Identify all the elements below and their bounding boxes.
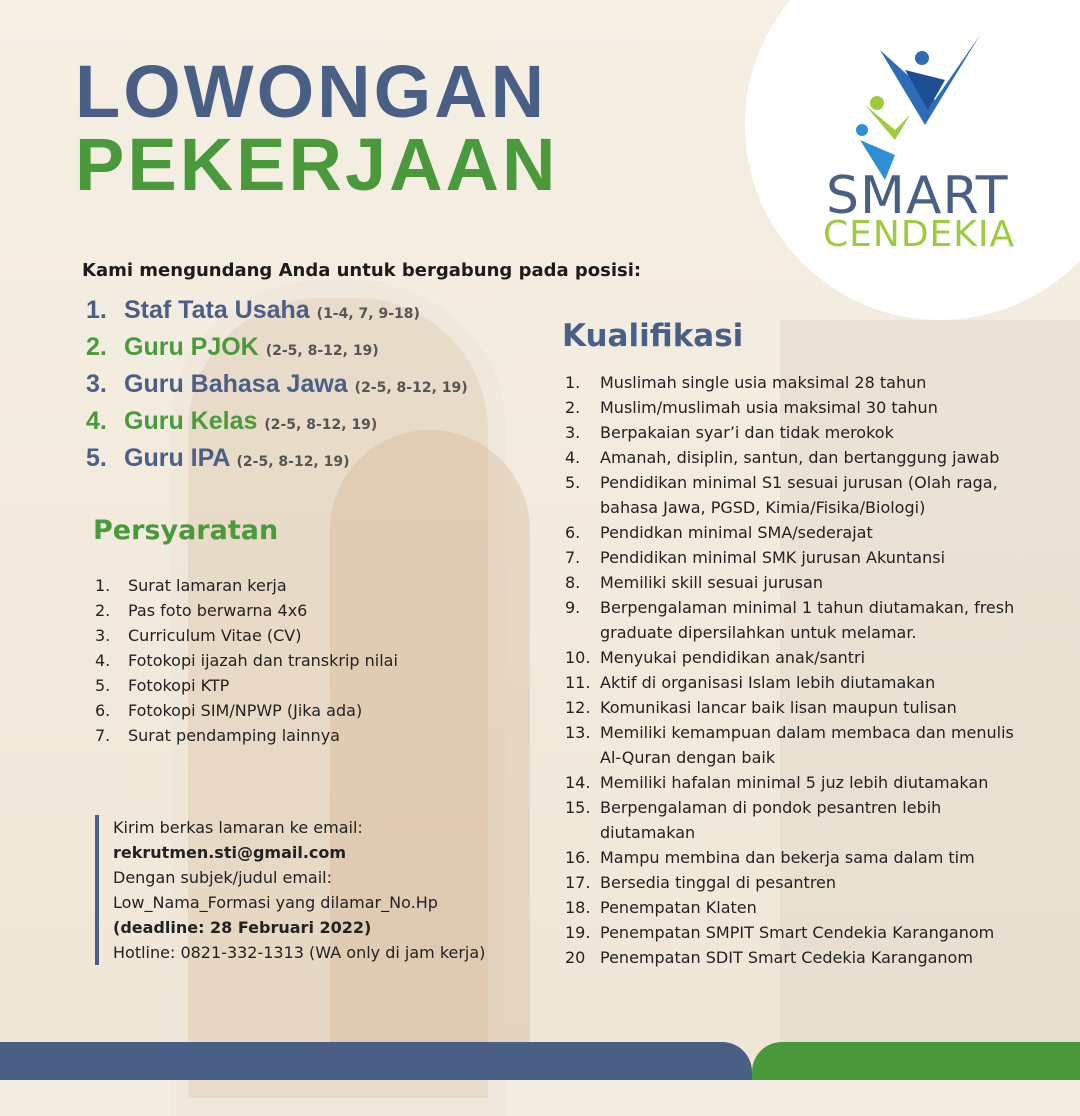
page-title-line2: PEKERJAAN (75, 123, 559, 206)
invite-text: Kami mengundang Anda untuk bergabung pada posisi: (82, 260, 642, 281)
list-item (565, 895, 1035, 920)
item-number: 5. (95, 676, 111, 695)
item-number: 12. (565, 698, 591, 717)
position-item (86, 368, 468, 405)
contact-email[interactable]: rekrutmen.sti@gmail.com (113, 843, 347, 862)
list-item (565, 695, 1035, 720)
position-code: (1-4, 7, 9-18) (316, 306, 420, 322)
list-item (565, 420, 1035, 445)
item-number: 11. (565, 673, 591, 692)
logo-cendekia-text: CENDEKIA (823, 214, 1016, 255)
item-text: Amanah, disiplin, santun, dan bertanggung jawab (600, 448, 1000, 467)
item-text: Komunikasi lancar baik lisan maupun tulisan (600, 698, 957, 717)
item-number: 20 (565, 948, 586, 967)
item-text: Pendidikan minimal S1 sesuai jurusan (Olah raga, bahasa Jawa, PGSD, Kimia/Fisika/Biologi) (600, 473, 998, 517)
position-number: 1. (86, 296, 107, 324)
item-text: Memiliki skill sesuai jurusan (600, 573, 823, 592)
logo-figures-icon (850, 30, 990, 180)
item-number: 7. (95, 726, 111, 745)
item-number: 19. (565, 923, 591, 942)
position-code: (2-5, 8-12, 19) (265, 343, 379, 359)
item-number: 5. (565, 473, 581, 492)
list-item (565, 545, 1035, 570)
contact-line: Kirim berkas lamaran ke email: (113, 818, 363, 837)
item-number: 2. (565, 398, 581, 417)
persyaratan-heading: Persyaratan (93, 515, 279, 546)
position-item (86, 294, 468, 331)
list-item (565, 595, 1035, 645)
list-item (95, 648, 398, 673)
item-number: 17. (565, 873, 591, 892)
list-item (565, 845, 1035, 870)
item-text: Surat pendamping lainnya (128, 726, 340, 745)
list-item (565, 645, 1035, 670)
item-text: Fotokopi ijazah dan transkrip nilai (128, 651, 398, 670)
list-item (565, 470, 1035, 520)
contact-hotline: Hotline: 0821-332-1313 (WA only di jam kerja) (113, 943, 486, 962)
item-number: 10. (565, 648, 591, 667)
item-number: 7. (565, 548, 581, 567)
item-text: Pendidikan minimal SMK jurusan Akuntansi (600, 548, 946, 567)
position-number: 4. (86, 407, 107, 435)
list-item (95, 723, 398, 748)
position-name: Guru IPA (124, 444, 230, 472)
list-item (565, 520, 1035, 545)
position-number: 2. (86, 333, 107, 361)
position-name: Guru Kelas (124, 407, 258, 435)
list-item (565, 670, 1035, 695)
item-text: Berpengalaman di pondok pesantren lebih diutamakan (600, 798, 942, 842)
persyaratan-list (95, 573, 398, 748)
item-number: 8. (565, 573, 581, 592)
contact-line: Dengan subjek/judul email: (113, 868, 332, 887)
item-text: Memiliki kemampuan dalam membaca dan menulis Al-Quran dengan baik (600, 723, 1014, 767)
position-item (86, 331, 468, 368)
item-text: Fotokopi SIM/NPWP (Jika ada) (128, 701, 363, 720)
footer-bar-green (752, 1042, 1080, 1080)
list-item (565, 795, 1035, 845)
position-item (86, 442, 468, 479)
list-item (565, 870, 1035, 895)
item-text: Bersedia tinggal di pesantren (600, 873, 837, 892)
list-item (95, 623, 398, 648)
logo-smart-text: SMART (826, 166, 1009, 226)
list-item (565, 395, 1035, 420)
item-text: Aktif di organisasi Islam lebih diutamakan (600, 673, 936, 692)
position-item (86, 405, 468, 442)
item-number: 15. (565, 798, 591, 817)
positions-list (86, 294, 468, 479)
position-name: Guru Bahasa Jawa (124, 370, 348, 398)
item-text: Berpengalaman minimal 1 tahun diutamakan, fresh graduate dipersilahkan untuk melamar. (600, 598, 1015, 642)
position-number: 3. (86, 370, 107, 398)
item-text: Pas foto berwarna 4x6 (128, 601, 308, 620)
item-text: Menyukai pendidikan anak/santri (600, 648, 866, 667)
list-item (95, 673, 398, 698)
item-text: Memiliki hafalan minimal 5 juz lebih diutamakan (600, 773, 989, 792)
list-item (565, 945, 1035, 970)
list-item (565, 445, 1035, 470)
contact-box (95, 815, 485, 965)
item-number: 2. (95, 601, 111, 620)
item-text: Penempatan Klaten (600, 898, 757, 917)
item-number: 6. (565, 523, 581, 542)
list-item (565, 770, 1035, 795)
item-text: Curriculum Vitae (CV) (128, 626, 302, 645)
kualifikasi-heading: Kualifikasi (562, 318, 744, 354)
contact-subject-format: Low_Nama_Formasi yang dilamar_No.Hp (113, 893, 438, 912)
contact-deadline: (deadline: 28 Februari 2022) (113, 918, 372, 937)
item-text: Pendidkan minimal SMA/sederajat (600, 523, 873, 542)
item-number: 3. (95, 626, 111, 645)
position-name: Staf Tata Usaha (124, 296, 310, 324)
item-number: 14. (565, 773, 591, 792)
item-number: 16. (565, 848, 591, 867)
item-number: 1. (95, 576, 111, 595)
position-number: 5. (86, 444, 107, 472)
list-item (95, 573, 398, 598)
item-number: 4. (95, 651, 111, 670)
item-text: Penempatan SDIT Smart Cedekia Karanganom (600, 948, 973, 967)
list-item (95, 598, 398, 623)
item-text: Berpakaian syar’i dan tidak merokok (600, 423, 894, 442)
position-code: (2-5, 8-12, 19) (236, 454, 350, 470)
item-number: 18. (565, 898, 591, 917)
position-code: (2-5, 8-12, 19) (264, 417, 378, 433)
background-window (330, 430, 530, 1080)
position-code: (2-5, 8-12, 19) (354, 380, 468, 396)
item-text: Penempatan SMPIT Smart Cendekia Karanganom (600, 923, 995, 942)
item-number: 6. (95, 701, 111, 720)
list-item (565, 720, 1035, 770)
item-text: Fotokopi KTP (128, 676, 230, 695)
item-text: Mampu membina dan bekerja sama dalam tim (600, 848, 975, 867)
list-item (565, 920, 1035, 945)
item-number: 3. (565, 423, 581, 442)
page-title-line1: LOWONGAN (75, 50, 548, 133)
item-number: 4. (565, 448, 581, 467)
item-text: Muslimah single usia maksimal 28 tahun (600, 373, 927, 392)
item-number: 13. (565, 723, 591, 742)
item-number: 9. (565, 598, 581, 617)
list-item (95, 698, 398, 723)
list-item (565, 570, 1035, 595)
list-item (565, 370, 1035, 395)
item-text: Surat lamaran kerja (128, 576, 287, 595)
position-name: Guru PJOK (124, 333, 259, 361)
footer-bar-blue (0, 1042, 752, 1080)
kualifikasi-list (565, 370, 1035, 970)
item-number: 1. (565, 373, 581, 392)
item-text: Muslim/muslimah usia maksimal 30 tahun (600, 398, 938, 417)
